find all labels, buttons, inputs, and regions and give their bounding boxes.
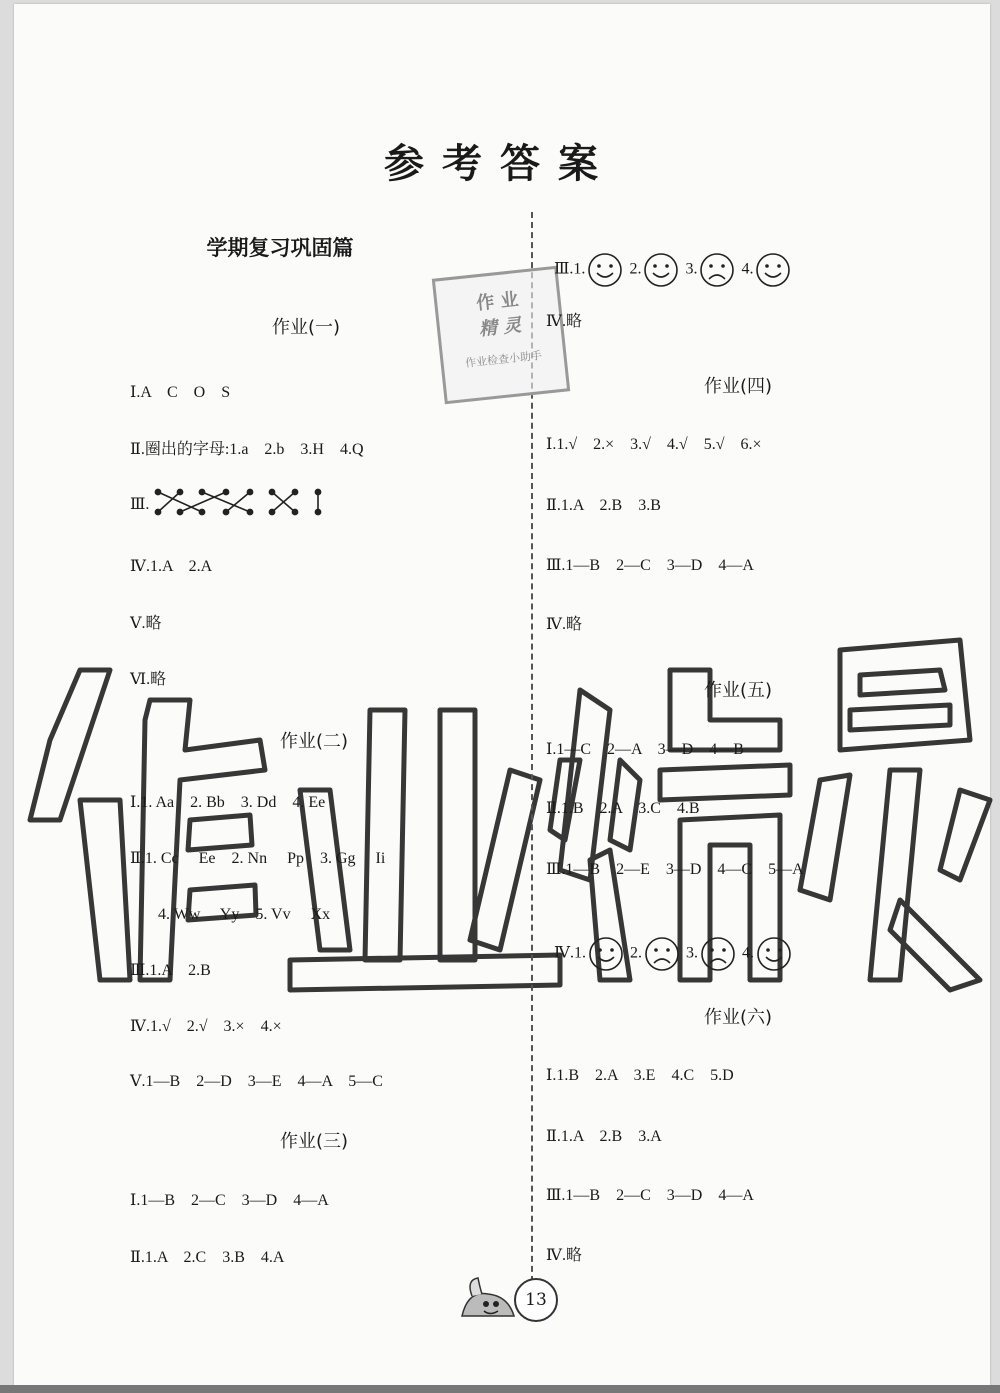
hw2-line-3: 4. Ww Yy 5. Vv Xx — [158, 906, 331, 923]
hw3-title: 作业(三) — [279, 1131, 349, 1152]
happy-face-icon — [756, 936, 792, 972]
hw1-line-5: Ⅴ.略 — [130, 615, 162, 632]
hw5-face-label-4: 4. — [741, 944, 754, 962]
hw1-line-1: Ⅰ.A C O S — [130, 384, 231, 401]
happy-face-icon — [643, 252, 679, 288]
stamp-line-3: 作业检查小助手 — [464, 348, 543, 370]
section-title: 学期复习巩固篇 — [206, 236, 354, 260]
hw5-line-4 — [546, 918, 798, 972]
sad-face-icon — [699, 252, 735, 288]
scan-edge — [0, 1385, 1000, 1393]
hw1-line-2: Ⅱ.圈出的字母:1.a 2.b 3.H 4.Q — [130, 441, 364, 458]
hw5-face-label-1: Ⅳ.1. — [554, 944, 586, 962]
hw5-line-2: Ⅱ.1.B 2.A 3.C 4.B — [546, 800, 700, 817]
hw2-line-4: Ⅲ.1.A 2.B — [130, 962, 211, 979]
right-top-label-2: 2. — [629, 260, 642, 278]
hw2-title: 作业(二) — [279, 731, 349, 752]
hw2-line-5: Ⅳ.1.√ 2.√ 3.× 4.× — [130, 1018, 282, 1035]
matching-lines-graphic — [150, 486, 325, 520]
hw6-line-3: Ⅲ.1—B 2—C 3—D 4—A — [546, 1187, 754, 1204]
sad-face-icon — [700, 936, 736, 972]
hw6-line-1: Ⅰ.1.B 2.A 3.E 4.C 5.D — [546, 1067, 734, 1084]
hw3-line-1: Ⅰ.1—B 2—C 3—D 4—A — [130, 1192, 329, 1209]
right-top-line-2: Ⅳ.略 — [546, 313, 582, 330]
hw5-face-label-2: 2. — [629, 944, 642, 962]
happy-face-icon — [588, 936, 624, 972]
right-top-label-3: 3. — [685, 260, 698, 278]
hw2-line-2: Ⅱ.1. Cc Ee 2. Nn Pp 3. Gg Ii — [130, 850, 386, 867]
hw1-line-4: Ⅳ.1.A 2.A — [130, 558, 213, 575]
page-title: 参考答案 — [384, 141, 616, 187]
sad-face-icon — [644, 936, 680, 972]
hw2-line-1: Ⅰ.1. Aa 2. Bb 3. Dd 4. Ee — [130, 794, 326, 811]
happy-face-icon — [587, 252, 623, 288]
hw4-line-4: Ⅳ.略 — [546, 616, 582, 633]
hw6-line-2: Ⅱ.1.A 2.B 3.A — [546, 1128, 662, 1145]
hw5-line-3: Ⅲ.1—B 2—E 3—D 4—C 5—A — [546, 861, 804, 878]
right-top-label-4: 4. — [741, 260, 754, 278]
hw6-line-4: Ⅳ.略 — [546, 1247, 582, 1264]
answer-page — [14, 4, 990, 1389]
mascot-icon — [458, 1276, 518, 1322]
happy-face-icon — [755, 252, 791, 288]
hw4-line-2: Ⅱ.1.A 2.B 3.B — [546, 497, 661, 514]
hw5-line-1: Ⅰ.1—C 2—A 3—D 4—B — [546, 741, 744, 758]
hw3-line-2: Ⅱ.1.A 2.C 3.B 4.A — [130, 1249, 285, 1266]
hw4-title: 作业(四) — [703, 376, 773, 397]
hw4-line-1: Ⅰ.1.√ 2.× 3.√ 4.√ 5.√ 6.× — [546, 436, 762, 453]
hw4-line-3: Ⅲ.1—B 2—C 3—D 4—A — [546, 557, 754, 574]
stamp-line-1: 作 业 — [475, 289, 520, 315]
hw5-face-label-3: 3. — [685, 944, 698, 962]
hw6-title: 作业(六) — [703, 1007, 773, 1028]
page-number: 13 — [514, 1278, 558, 1322]
hw5-title: 作业(五) — [703, 680, 773, 701]
stamp-line-2: 精 灵 — [478, 314, 523, 341]
hw1-line-3: Ⅲ. — [130, 496, 150, 513]
hw2-line-6: Ⅴ.1—B 2—D 3—E 4—A 5—C — [130, 1073, 383, 1090]
right-top-line-1 — [546, 234, 797, 288]
hw1-line-6: Ⅵ.略 — [130, 671, 167, 688]
hw1-title: 作业(一) — [271, 317, 341, 338]
right-top-label-1: Ⅲ.1. — [554, 260, 586, 278]
